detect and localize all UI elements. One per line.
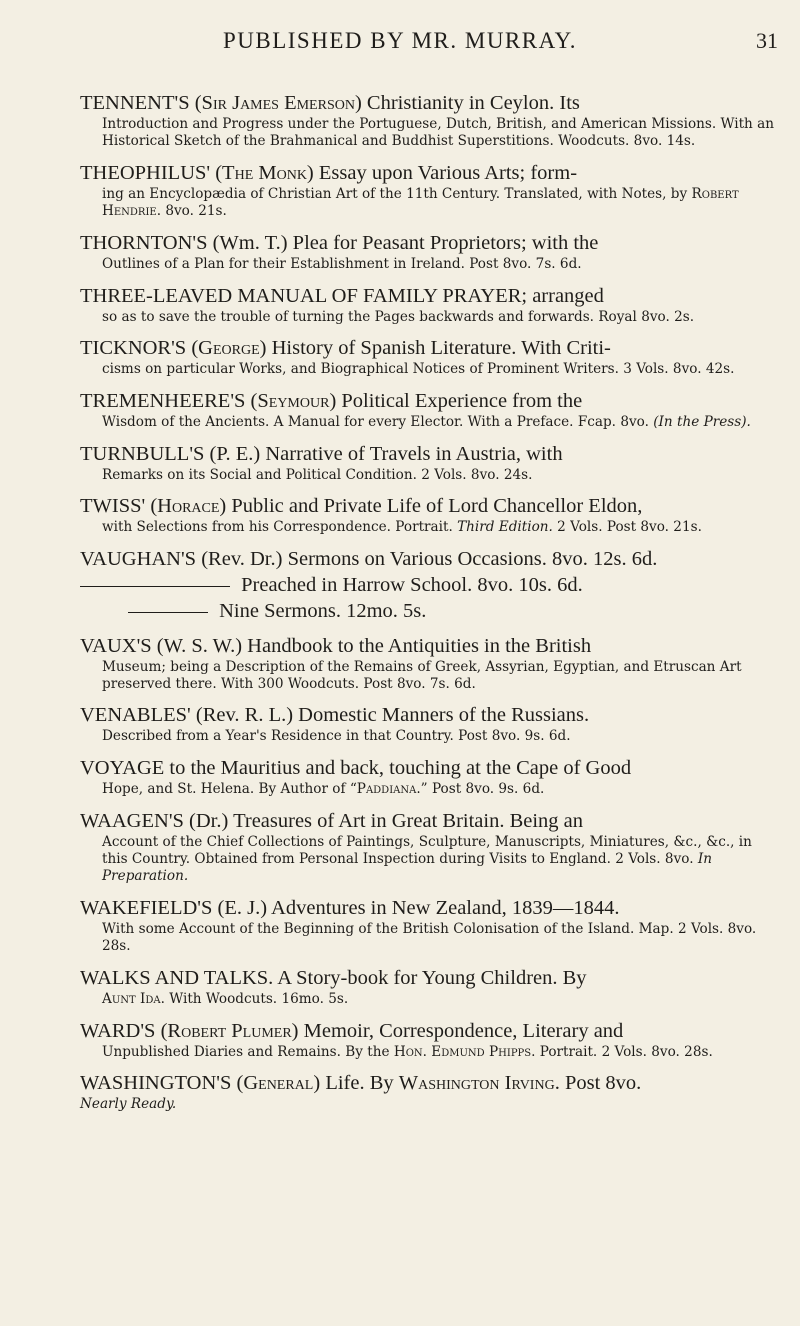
entry-title: History of Spanish Literature. With Criti- (266, 337, 611, 360)
list-item (80, 756, 780, 798)
entry-head: TICKNOR'S (80, 337, 187, 360)
entry-description (80, 1044, 780, 1061)
entry-head: TWISS' (80, 495, 146, 518)
running-head-title: PUBLISHED BY MR. MURRAY. (222, 28, 578, 53)
desc-note: Third Edition. (457, 519, 553, 536)
desc-text: ing an Encyclopædia of Christian Art of the 11th Century. Translated, with Notes, by (102, 185, 692, 202)
entry-head: THREE-LEAVED MANUAL OF FAMILY PRAYER (80, 284, 522, 307)
entry-title: Sermons on Various Occasions. 8vo. 12s. 6d. (282, 548, 658, 571)
entry-author-name: Washington Irving (398, 1072, 555, 1095)
entry-author: (E. J.) (217, 896, 268, 919)
entry-description: Outlines of a Plan for their Establishment in Ireland. Post 8vo. 7s. 6d. (102, 255, 582, 272)
entry-author: (Seymour) (250, 389, 337, 412)
list-item (80, 703, 780, 745)
ditto-rule (80, 586, 230, 587)
entry-description: Museum; being a Description of the Remains of Greek, Assyrian, Egyptian, and Etruscan Art preserved there. With 300 Woodcuts. Post 8vo. 7s. 6d. (102, 658, 742, 692)
entry-head: WAAGEN'S (80, 809, 184, 832)
list-item (80, 547, 780, 571)
entry-head: WALKS AND TALKS. (80, 966, 274, 989)
desc-text: Hope, and St. Helena. By Author of “ (102, 781, 357, 798)
list-item (80, 809, 780, 886)
entry-title: Handbook to the Antiquities in the British (242, 634, 592, 657)
entry-author: (General) (236, 1072, 321, 1095)
entry-head: WARD'S (80, 1019, 156, 1042)
desc-text: . 8vo. 21s. (156, 203, 227, 220)
entry-head: TREMENHEERE'S (80, 389, 246, 412)
entry-head: WASHINGTON'S (80, 1072, 232, 1095)
desc-name: Hon. Edmund Phipps (393, 1043, 532, 1060)
list-item (80, 442, 780, 484)
list-item (80, 573, 780, 597)
entry-title: Memoir, Correspondence, Literary and (298, 1019, 624, 1042)
entry-title: Public and Private Life of Lord Chancellor Eldon, (226, 495, 643, 518)
running-head (0, 24, 800, 58)
entry-title: Essay upon Various Arts; form- (313, 161, 578, 184)
entry-author: (Wm. T.) (212, 231, 288, 254)
desc-text: . With Woodcuts. 16mo. 5s. (160, 990, 349, 1007)
entry-author: (Rev. R. L.) (195, 704, 294, 727)
desc-name: Robert Hendrie (102, 185, 739, 220)
list-item (80, 966, 780, 1008)
desc-text: . Portrait. 2 Vols. 8vo. 28s. (531, 1043, 713, 1060)
list-item (80, 231, 780, 273)
entry-head: TURNBULL'S (80, 442, 205, 465)
entry-head: THORNTON'S (80, 231, 208, 254)
entry-author: (Rev. Dr.) (201, 548, 283, 571)
entry-description (80, 186, 780, 220)
entry-title: Nine Sermons. 12mo. 5s. (219, 600, 427, 623)
list-item (80, 91, 780, 150)
entry-head: WAKEFIELD'S (80, 896, 213, 919)
page-number: 31 (756, 28, 778, 53)
entry-head: VAUGHAN'S (80, 548, 197, 571)
entry-title: Life. By (320, 1072, 399, 1095)
desc-text: Wisdom of the Ancients. A Manual for every Elector. With a Preface. Fcap. 8vo. (102, 413, 654, 430)
entry-description (80, 991, 780, 1008)
entry-title: Domestic Manners of the Russians. (293, 704, 590, 727)
entry-title: Political Experience from the (336, 389, 583, 412)
entry-title: Narrative of Travels in Austria, with (260, 442, 563, 465)
entry-title: Christianity in Ceylon. Its (361, 92, 580, 114)
desc-note: (In the Press). (653, 413, 751, 430)
entry-title: ; arranged (521, 284, 604, 307)
list-item (80, 284, 780, 326)
desc-text: .” Post 8vo. 9s. 6d. (416, 781, 545, 798)
desc-note: Nearly Ready. (80, 1096, 177, 1113)
entry-title: Preached in Harrow School. 8vo. 10s. 6d. (241, 574, 583, 597)
desc-text: Unpublished Diaries and Remains. By the (102, 1043, 394, 1060)
entry-description: Introduction and Progress under the Portuguese, Dutch, British, and American Missions. With an Historical Sketch of the Brahmanical and Buddhist Superstitions. Woodcuts. 8vo. 14s. (102, 116, 774, 150)
desc-name: Aunt Ida (102, 990, 161, 1007)
list-item (80, 599, 780, 623)
list-item (80, 1071, 780, 1113)
entry-head: VAUX'S (80, 634, 152, 657)
entry-author: (Sir James Emerson) (194, 92, 362, 114)
entry-head: VOYAGE (80, 757, 165, 780)
entry-description: Remarks on its Social and Political Condition. 2 Vols. 8vo. 24s. (102, 466, 533, 483)
entry-author: (Robert Plumer) (160, 1019, 299, 1042)
list-item (80, 896, 780, 955)
entry-author: (Horace) (150, 495, 227, 518)
entry-description: Described from a Year's Residence in that Country. Post 8vo. 9s. 6d. (102, 728, 571, 745)
entry-head: THEOPHILUS' (80, 161, 211, 184)
entry-author: (The Monk) (215, 161, 314, 184)
entry-author: (P. E.) (209, 442, 261, 465)
entry-author: (Dr.) (189, 809, 229, 832)
entry-author: (George) (191, 337, 267, 360)
entry-description (80, 1096, 780, 1113)
entry-description: so as to save the trouble of turning the Pages backwards and forwards. Royal 8vo. 2s. (102, 308, 695, 325)
entry-title: . Post 8vo. (554, 1072, 642, 1095)
entry-description (80, 519, 780, 536)
desc-text: Account of the Chief Collections of Paintings, Sculpture, Manuscripts, Miniatures, &c., &c., in this Country. Obtained from Personal Inspection during Visits to England. 2 Vols. 8vo. (102, 833, 752, 868)
desc-name: Paddiana (356, 781, 417, 798)
entry-title: A Story-book for Young Children. By (273, 966, 587, 989)
entry-head: TENNENT'S (80, 92, 190, 114)
desc-text: 2 Vols. Post 8vo. 21s. (552, 519, 702, 536)
entry-description (80, 781, 780, 798)
ditto-rule (128, 612, 208, 613)
list-item (80, 494, 780, 536)
entry-title: Plea for Peasant Proprietors; with the (287, 231, 599, 254)
entry-description (80, 834, 780, 886)
list-item (80, 161, 780, 220)
entry-description: With some Account of the Beginning of the British Colonisation of the Island. Map. 2 Vols. 8vo. 28s. (102, 920, 757, 955)
entry-description (80, 414, 780, 431)
entry-title: Adventures in New Zealand, 1839—1844. (267, 896, 620, 919)
entry-title: Treasures of Art in Great Britain. Being an (228, 809, 584, 832)
entry-title: to the Mauritius and back, touching at the Cape of Good (164, 757, 632, 780)
list-item (80, 634, 780, 693)
entry-author: (W. S. W.) (156, 634, 243, 657)
list-item (80, 1019, 780, 1061)
list-item (80, 336, 780, 378)
list-item (80, 389, 780, 431)
entry-description: cisms on particular Works, and Biographical Notices of Prominent Writers. 3 Vols. 8vo. 42s. (102, 361, 735, 378)
entry-head: VENABLES' (80, 704, 191, 727)
catalogue-entries (80, 91, 780, 1124)
desc-note: In Preparation. (102, 851, 712, 885)
desc-text: with Selections from his Correspondence. Portrait. (102, 519, 458, 536)
